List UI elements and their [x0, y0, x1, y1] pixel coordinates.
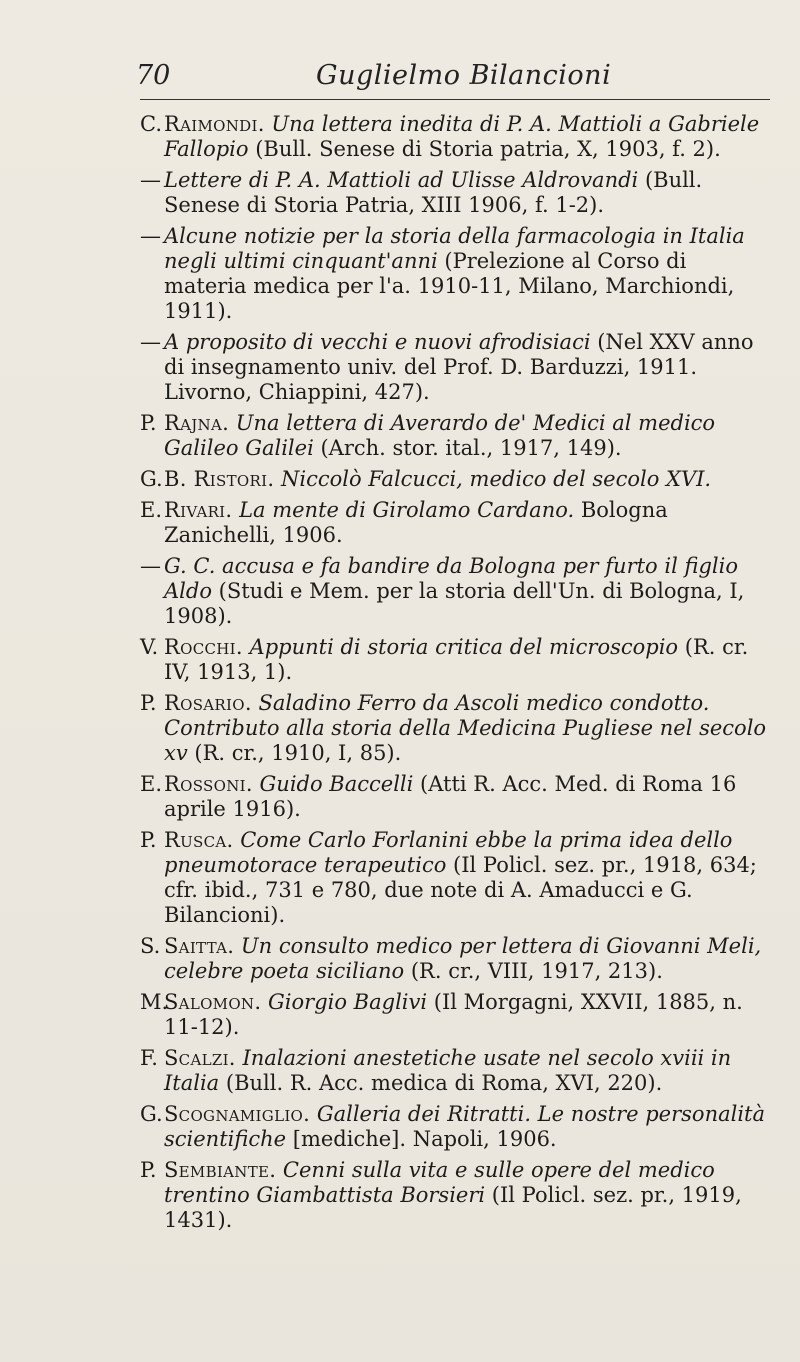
entry-details: (Bull. Senese di Storia patria, X, 1903, f. 2). — [248, 137, 721, 161]
entry-details: (Bull. R. Acc. medica di Roma, XVI, 220). — [219, 1071, 663, 1095]
running-title: Guglielmo Bilancioni — [316, 60, 612, 91]
bibliography-entry — [140, 772, 770, 822]
entry-details: (Il Policl. sez. pr., 1919, 1431). — [164, 1183, 742, 1232]
bibliography-entry — [140, 411, 770, 461]
bibliography-entry — [140, 554, 770, 629]
entry-title: Una lettera di Averardo de' Medici al medico Galileo Galilei — [164, 411, 716, 460]
entry-initial: G. — [140, 467, 163, 491]
entry-title: Un consulto medico per lettera di Giovanni Meli, celebre poeta siciliano — [164, 934, 762, 983]
entry-title: Una lettera inedita di P. A. Mattioli a Gabriele Fallopio — [164, 112, 760, 161]
header-rule — [140, 99, 770, 100]
entry-initial: C. — [140, 112, 162, 136]
entry-title: Saladino Ferro da Ascoli medico condotto. Contributo alla storia della Medicina Pugliese nel secolo xv — [164, 691, 767, 765]
bibliography-list — [140, 112, 770, 1239]
entry-dash: — — [140, 554, 161, 578]
entry-title: Cenni sulla vita e sulle opere del medico trentino Giambattista Borsieri — [164, 1158, 715, 1207]
entry-dash: — — [140, 330, 161, 354]
entry-title: Lettere di P. A. Mattioli ad Ulisse Aldrovandi — [164, 168, 639, 192]
entry-details: [mediche]. Napoli, 1906. — [286, 1127, 557, 1151]
page-number: 70 — [136, 60, 171, 91]
entry-initial: S. — [140, 934, 161, 958]
bibliography-entry — [140, 934, 770, 984]
entry-initial: G. — [140, 1102, 163, 1126]
bibliography-entry — [140, 990, 770, 1040]
entry-details: (Atti R. Acc. Med. di Roma 16 aprile 1916). — [164, 772, 737, 821]
entry-details: (R. cr., VIII, 1917, 213). — [404, 959, 663, 983]
entry-author: Scognamiglio. — [164, 1102, 311, 1126]
entry-initial: V. — [140, 635, 159, 659]
entry-title: La mente di Girolamo Cardano. — [239, 498, 575, 522]
entry-author: Rivari. — [164, 498, 233, 522]
entry-author: B. Ristori. — [164, 467, 275, 491]
entry-author: Rajna. — [164, 411, 230, 435]
entry-title: G. C. accusa e fa bandire da Bologna per furto il figlio Aldo — [164, 554, 738, 603]
entry-author: Sembiante. — [164, 1158, 277, 1182]
entry-title: Inalazioni anestetiche usate nel secolo xviii in Italia — [164, 1046, 732, 1095]
entry-author: Rosario. — [164, 691, 252, 715]
entry-details: (R. cr. IV, 1913, 1). — [164, 635, 749, 684]
entry-initial: P. — [140, 828, 157, 852]
entry-author: Raimondi. — [164, 112, 265, 136]
entry-initial: P. — [140, 1158, 157, 1182]
entry-initial: M. — [140, 990, 169, 1014]
entry-author: Scalzi. — [164, 1046, 236, 1070]
entry-details: (Prelezione al Corso di materia medica per l'a. 1910-11, Milano, Marchiondi, 1911). — [164, 249, 735, 323]
bibliography-entry — [140, 112, 770, 162]
entry-author: Rocchi. — [164, 635, 243, 659]
bibliography-entry — [140, 1158, 770, 1233]
entry-author: Salomon. — [164, 990, 262, 1014]
entry-dash: — — [140, 224, 161, 248]
page-header — [0, 50, 800, 100]
entry-details: (Arch. stor. ital., 1917, 149). — [313, 436, 622, 460]
entry-title: Appunti di storia critica del microscopio — [249, 635, 679, 659]
entry-details: (Il Morgagni, XXVII, 1885, n. 11-12). — [164, 990, 743, 1039]
entry-author: Rossoni. — [164, 772, 253, 796]
entry-title: Niccolò Falcucci, medico del secolo XVI. — [280, 467, 712, 491]
entry-title: Alcune notizie per la storia della farmacologia in Italia negli ultimi cinquant'anni — [164, 224, 745, 273]
bibliography-entry — [140, 691, 770, 766]
entry-author: Saitta. — [164, 934, 235, 958]
entry-details: Bologna Zanichelli, 1906. — [164, 498, 668, 547]
entry-title: Giorgio Baglivi — [268, 990, 428, 1014]
bibliography-entry — [140, 1102, 770, 1152]
entry-title: Galleria dei Ritratti. Le nostre personalità scientifiche — [164, 1102, 766, 1151]
entry-author: Rusca. — [164, 828, 234, 852]
entry-title: Come Carlo Forlanini ebbe la prima idea dello pneumotorace terapeutico — [164, 828, 733, 877]
bibliography-entry — [140, 224, 770, 324]
entry-title: Guido Baccelli — [259, 772, 414, 796]
bibliography-entry — [140, 330, 770, 405]
entry-dash: — — [140, 168, 161, 192]
entry-details: (Nel XXV anno di insegnamento univ. del Prof. D. Barduzzi, 1911. Livorno, Chiappini, 427). — [164, 330, 754, 404]
entry-details: (Il Policl. sez. pr., 1918, 634; cfr. ibid., 731 e 780, due note di A. Amaducci e G. Bilancioni). — [164, 853, 757, 927]
entry-initial: E. — [140, 498, 163, 522]
entry-details: (Studi e Mem. per la storia dell'Un. di Bologna, I, 1908). — [164, 579, 745, 628]
bibliography-entry — [140, 467, 770, 492]
entry-initial: F. — [140, 1046, 158, 1070]
bibliography-entry — [140, 828, 770, 928]
entry-details: (R. cr., 1910, I, 85). — [187, 741, 402, 765]
entry-details: (Bull. Senese di Storia Patria, XIII 1906, f. 1-2). — [164, 168, 703, 217]
entry-initial: P. — [140, 411, 157, 435]
bibliography-entry — [140, 498, 770, 548]
entry-title: A proposito di vecchi e nuovi afrodisiaci — [164, 330, 591, 354]
bibliography-entry — [140, 1046, 770, 1096]
bibliography-entry — [140, 168, 770, 218]
entry-initial: E. — [140, 772, 163, 796]
entry-initial: P. — [140, 691, 157, 715]
bibliography-entry — [140, 635, 770, 685]
